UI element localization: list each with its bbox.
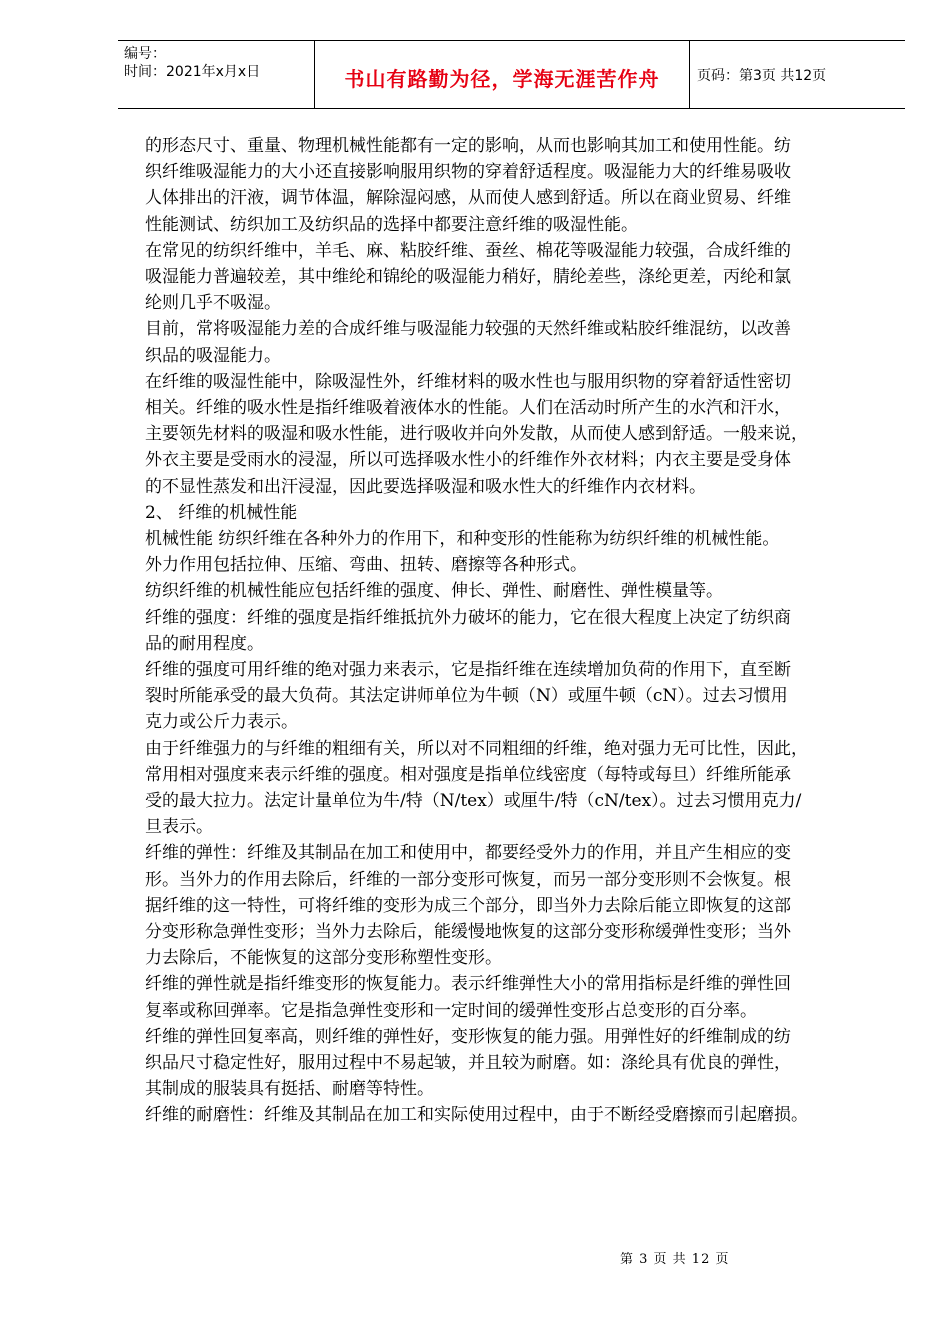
page-footer: 第 3 页 共 12 页 <box>620 1252 730 1267</box>
document-time-label: 时间：2021年x月x日 <box>124 64 261 80</box>
header-motto: 书山有路勤为径，学海无涯苦作舟 <box>344 67 660 91</box>
text-line: 纤维的弹性回复率高，则纤维的弹性好，变形恢复的能力强。用弹性好的纤维制成的纺 <box>145 1026 791 1047</box>
header-meta-cell <box>118 41 314 108</box>
text-line: 由于纤维强力的与纤维的粗细有关，所以对不同粗细的纤维，绝对强力无可比性，因此， <box>145 738 808 759</box>
text-line: 2、 纤维的机械性能 <box>145 502 298 523</box>
text-line: 织品的吸湿能力。 <box>145 345 281 366</box>
text-line: 主要领先材料的吸湿和吸水性能，进行吸收并向外发散，从而使人感到舒适。一般来说， <box>145 424 808 445</box>
text-line: 纺织纤维的机械性能应包括纤维的强度、伸长、弹性、耐磨性、弹性模量等。 <box>145 581 723 602</box>
document-number-label: 编号： <box>124 46 166 62</box>
header-motto-cell <box>314 41 690 108</box>
text-line: 外力作用包括拉伸、压缩、弯曲、扭转、磨擦等各种形式。 <box>145 555 587 576</box>
text-line: 其制成的服装具有挺括、耐磨等特性。 <box>145 1079 434 1100</box>
text-line: 据纤维的这一特性，可将纤维的变形为成三个部分，即当外力去除后能立即恢复的这部 <box>145 895 791 916</box>
text-line: 纶则几乎不吸湿。 <box>145 293 281 314</box>
text-line: 吸湿能力普遍较差，其中维纶和锦纶的吸湿能力稍好，腈纶差些，涤纶更差，丙纶和氯 <box>145 267 791 287</box>
text-line: 力去除后，不能恢复的这部分变形称塑性变形。 <box>145 948 502 969</box>
text-line: 复率或称回弹率。它是指急弹性变形和一定时间的缓弹性变形占总变形的百分率。 <box>145 1000 757 1021</box>
header-page-info: 页码：第3页 共12页 <box>697 68 827 84</box>
text-line: 分变形称急弹性变形；当外力去除后，能缓慢地恢复的这部分变形称缓弹性变形；当外 <box>145 922 791 942</box>
text-line: 织品尺寸稳定性好，服用过程中不易起皱，并且较为耐磨。如：涤纶具有优良的弹性， <box>145 1053 791 1073</box>
text-line: 的形态尺寸、重量、物理机械性能都有一定的影响，从而也影响其加工和使用性能。纺 <box>145 136 791 156</box>
text-line: 品的耐用程度。 <box>145 633 264 654</box>
text-line: 在纤维的吸湿性能中，除吸湿性外，纤维材料的吸水性也与服用织物的穿着舒适性密切 <box>145 371 791 392</box>
text-line: 纤维的弹性就是指纤维变形的恢复能力。表示纤维弹性大小的常用指标是纤维的弹性回 <box>145 974 791 995</box>
text-line: 机械性能 纺织纤维在各种外力的作用下，和种变形的性能称为纺织纤维的机械性能。 <box>145 529 780 549</box>
text-line: 受的最大拉力。法定计量单位为牛/特（N/tex）或厘牛/特（cN/tex）。过去习惯用克力/ <box>145 791 802 811</box>
text-line: 纤维的弹性：纤维及其制品在加工和使用中，都要经受外力的作用，并且产生相应的变 <box>145 843 791 864</box>
text-line: 旦表示。 <box>145 817 213 838</box>
text-line: 克力或公斤力表示。 <box>145 712 298 733</box>
text-line: 相关。纤维的吸水性是指纤维吸着液体水的性能。人们在活动时所产生的水汽和汗水， <box>145 398 791 418</box>
text-line: 在常见的纺织纤维中，羊毛、麻、粘胶纤维、蚕丝、棉花等吸湿能力较强，合成纤维的 <box>145 240 791 261</box>
text-line: 纤维的强度可用纤维的绝对强力来表示，它是指纤维在连续增加负荷的作用下，直至断 <box>145 660 791 680</box>
text-line: 纤维的耐磨性：纤维及其制品在加工和实际使用过程中，由于不断经受磨擦而引起磨损。 <box>145 1105 808 1126</box>
text-line: 裂时所能承受的最大负荷。其法定讲师单位为牛顿（N）或厘牛顿（cN）。过去习惯用 <box>145 686 788 707</box>
text-line: 的不显性蒸发和出汗浸湿，因此要选择吸湿和吸水性大的纤维作内衣材料。 <box>145 476 706 497</box>
page-header <box>118 40 905 109</box>
text-line: 纤维的强度：纤维的强度是指纤维抵抗外力破坏的能力，它在很大程度上决定了纺织商 <box>145 607 791 628</box>
text-line: 形。当外力的作用去除后，纤维的一部分变形可恢复，而另一部分变形则不会恢复。根 <box>145 869 791 890</box>
header-page-cell <box>689 41 905 108</box>
text-line: 性能测试、纺织加工及纺织品的选择中都要注意纤维的吸湿性能。 <box>145 214 638 235</box>
text-line: 外衣主要是受雨水的浸湿，所以可选择吸水性小的纤维作外衣材料；内衣主要是受身体 <box>145 450 791 471</box>
text-line: 人体排出的汗液，调节体温，解除湿闷感，从而使人感到舒适。所以在商业贸易、纤维 <box>145 188 791 209</box>
text-line: 织纤维吸湿能力的大小还直接影响服用织物的穿着舒适程度。吸湿能力大的纤维易吸收 <box>145 162 791 183</box>
text-line: 常用相对强度来表示纤维的强度。相对强度是指单位线密度（每特或每旦）纤维所能承 <box>145 764 791 785</box>
text-line: 目前，常将吸湿能力差的合成纤维与吸湿能力较强的天然纤维或粘胶纤维混纺，以改善 <box>145 319 791 340</box>
